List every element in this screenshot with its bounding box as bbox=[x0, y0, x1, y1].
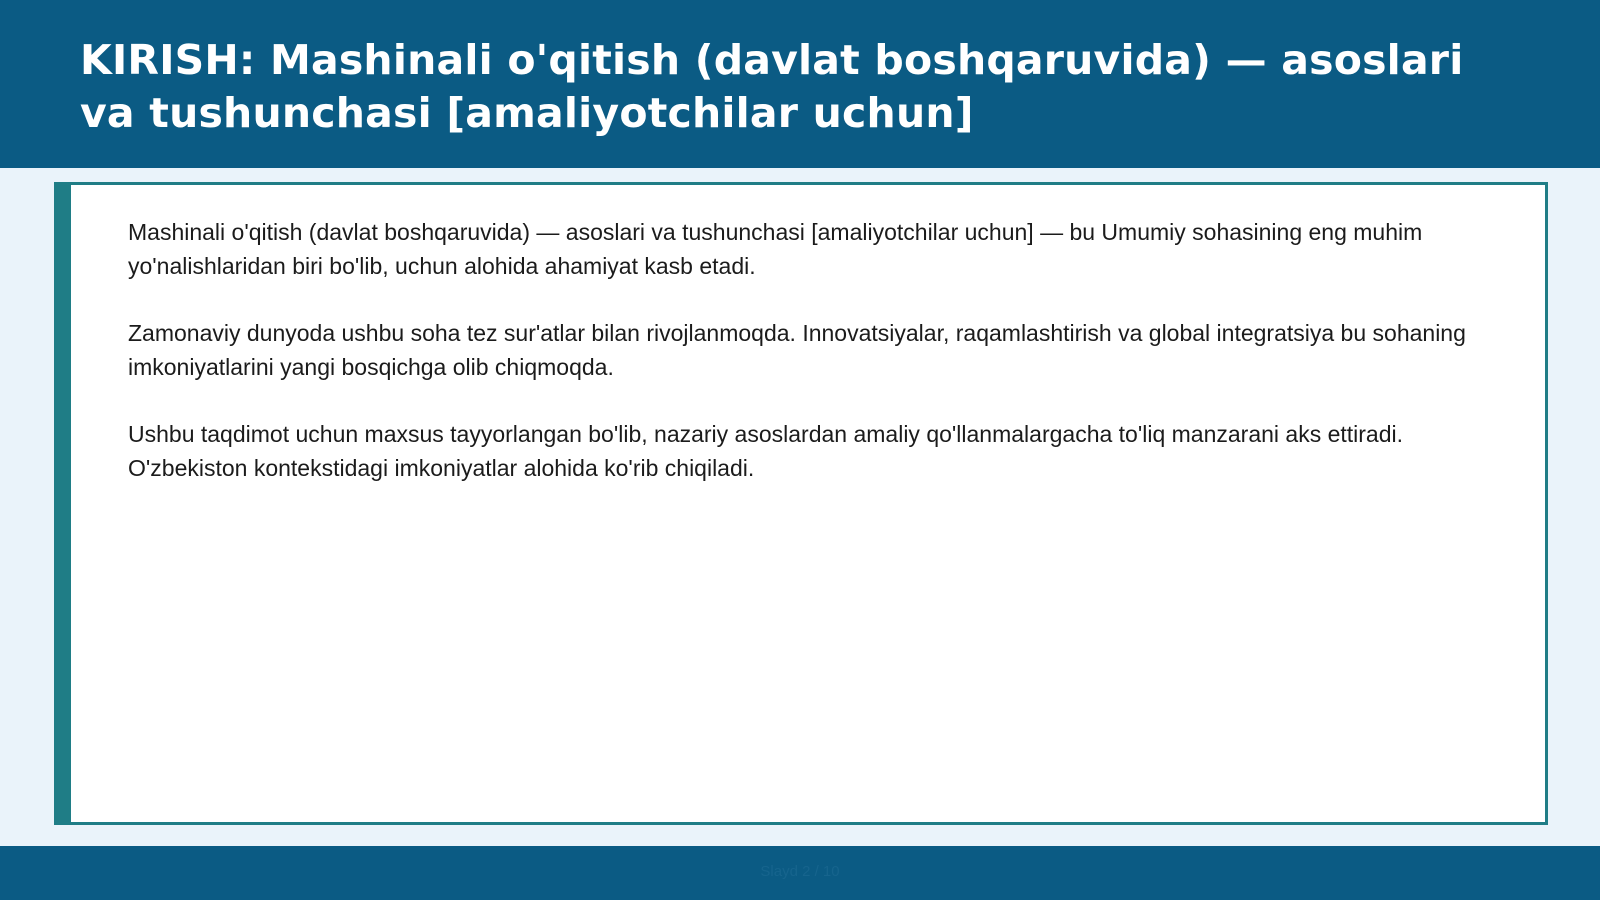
paragraph-modern-world: Zamonaviy dunyoda ushbu soha tez sur'atlar bilan rivojlanmoqda. Innovatsiyalar, raqamlashtirish va global integratsiya bu sohaning imkoniyatlarini yangi bosqichga olib chiqmoqda. bbox=[128, 320, 1466, 380]
paragraph-presentation: Ushbu taqdimot uchun maxsus tayyorlangan bo'lib, nazariy asoslardan amaliy qo'llanmalargacha to'liq manzarani aks ettiradi. O'zbekiston kontekstidagi imkoniyatlar alohida ko'rib chiqiladi. bbox=[128, 421, 1404, 481]
content-card bbox=[54, 182, 1548, 825]
slide-number: Slayd 2 / 10 bbox=[760, 863, 840, 880]
paragraph-intro: Mashinali o'qitish (davlat boshqaruvida) — asoslari va tushunchasi [amaliyotchilar uchun] — bu Umumiy sohasining eng muhim yo'nalishlaridan biri bo'lib, uchun alohida ahamiyat kasb etadi. bbox=[128, 219, 1423, 279]
slide-footer bbox=[0, 846, 1600, 900]
slide-title: KIRISH: Mashinali o'qitish (davlat boshqaruvida) — asoslari va tushunchasi [amaliyotchilar uchun] bbox=[80, 36, 1464, 137]
slide-header bbox=[0, 0, 1600, 168]
content-body bbox=[128, 215, 1498, 518]
